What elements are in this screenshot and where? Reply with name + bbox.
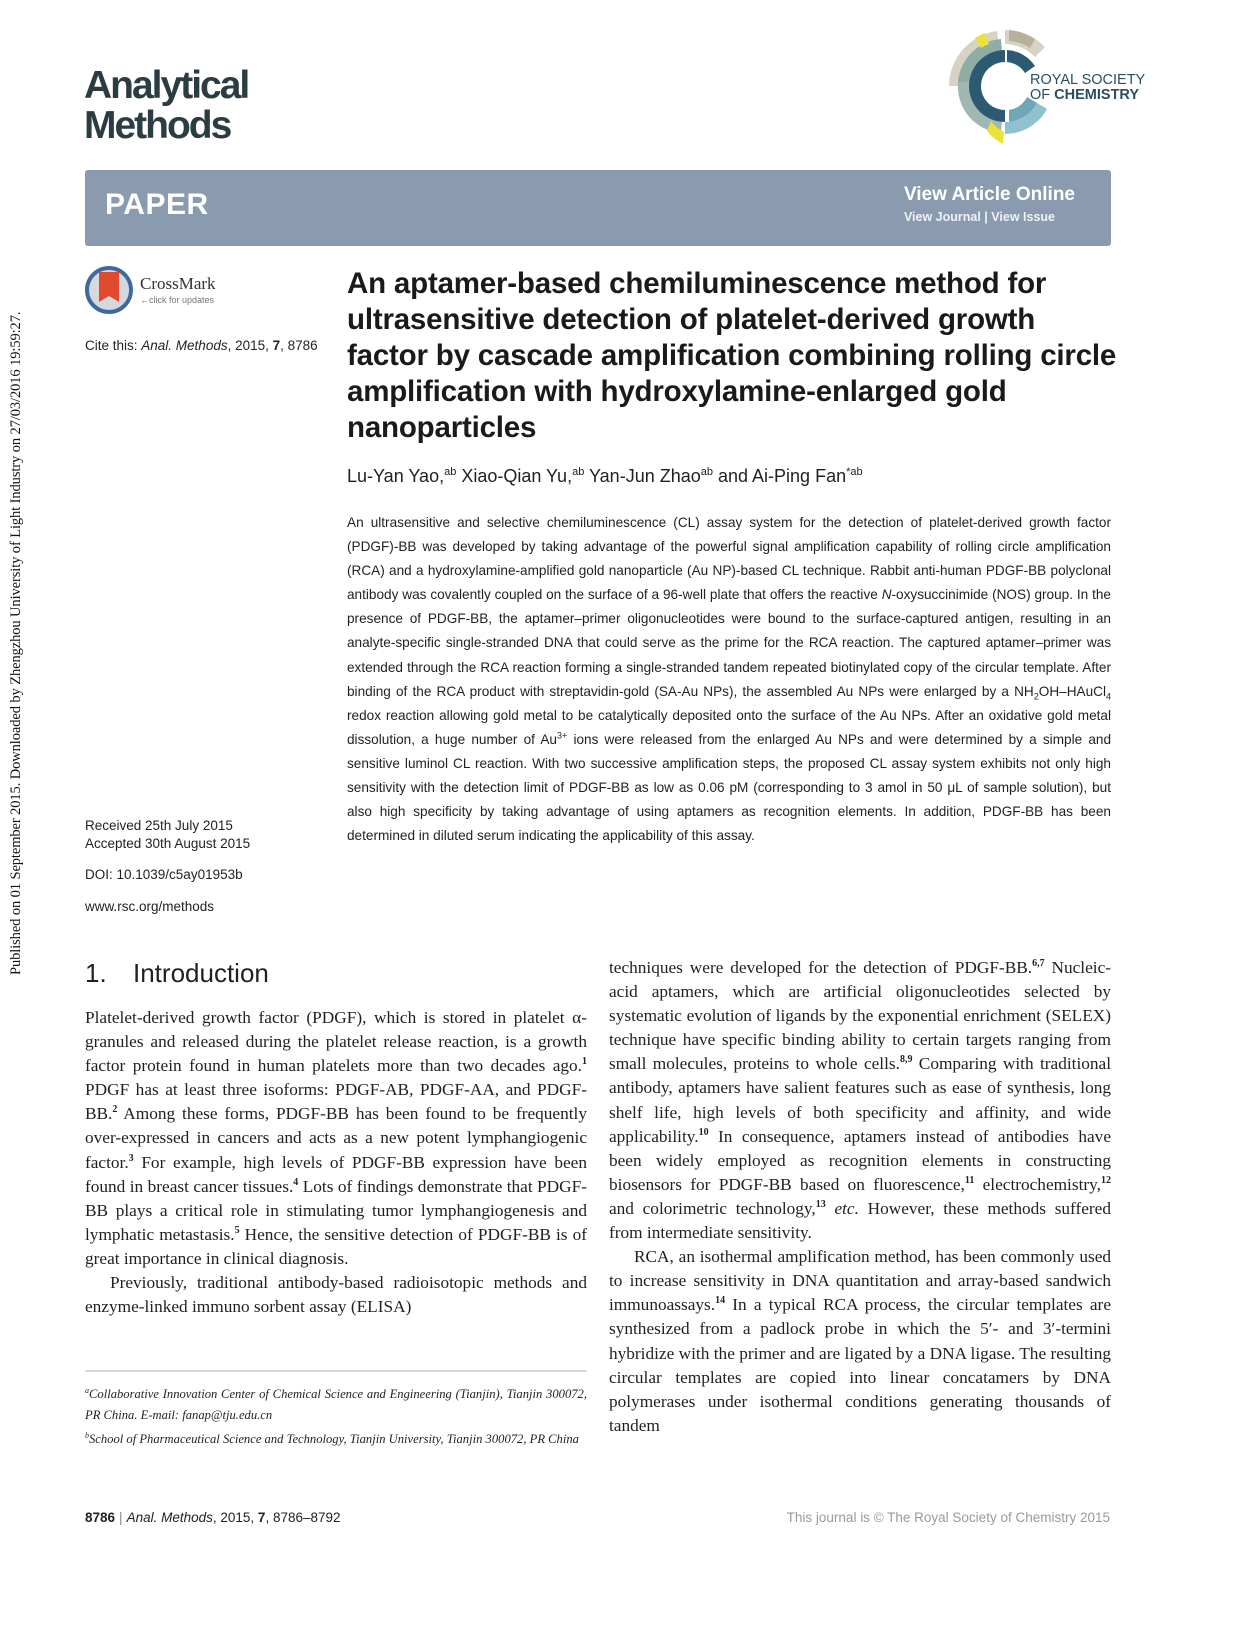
rsc-wordmark-line1: ROYAL SOCIETY — [1030, 72, 1146, 88]
body-column-right — [609, 956, 1111, 1438]
cite-journal: Anal. Methods — [141, 338, 228, 353]
citation-ref[interactable]: 14 — [715, 1295, 726, 1307]
body-text: Lots of findings demonstrate that PDGF-BB plays a critical role in stimulating tumor lymphangiogenesis and lymphatic metastasis. — [85, 1176, 587, 1244]
view-journal-link[interactable]: View Journal — [903, 210, 981, 224]
abstract-text: ions were released from the enlarged Au NPs and were determined by a simple and sensitive luminol CL reaction. With two successive amplification steps, the proposed CL assay system exhibits not only high sensitivity with the detection limit of PDGF-BB as low as 0.06 pM (corresponding to 3 amol in 50 μL of sample solution), but also high specificity by taking advantage of using aptamers as recognition elements. In addition, PDGF-BB has been determined in diluted serum indicating the applicability of this assay. — [347, 731, 1112, 844]
footer-volume: 7 — [257, 1510, 266, 1525]
crossmark-button[interactable] — [85, 266, 225, 321]
link-separator: | — [980, 210, 992, 224]
journal-title-line1: Analytical — [84, 64, 249, 107]
abstract — [347, 511, 1111, 848]
paragraph — [85, 1006, 587, 1271]
author-affiliation: ab — [444, 466, 457, 478]
footer-separator: | — [119, 1510, 123, 1525]
author-affiliation: *ab — [846, 466, 863, 478]
author-list — [347, 466, 863, 487]
cite-prefix: Cite this: — [85, 338, 142, 353]
citation-ref[interactable]: 1 — [582, 1056, 587, 1068]
abstract-subscript: 4 — [1105, 691, 1111, 702]
footer-year: , 2015, — [212, 1510, 258, 1525]
affiliation-text: School of Pharmaceutical Science and Technology, Tianjin University, Tianjin 300072, PR China — [89, 1432, 579, 1447]
body-text: Comparing with traditional antibody, aptamers have salient features such as ease of synthesis, long shelf life, high levels of both specificity and affinity, and wide applicability. — [609, 1054, 1112, 1146]
view-issue-link[interactable]: View Issue — [991, 210, 1055, 224]
body-text: Hence, the sensitive detection of PDGF-BB is of great importance in clinical diagnosis. — [85, 1224, 588, 1268]
cite-page: , 8786 — [280, 338, 318, 353]
cite-volume: 7 — [272, 338, 281, 353]
body-text: However, these methods suffered from intermediate sensitivity. — [609, 1198, 1111, 1243]
citation-ref[interactable]: 2 — [112, 1104, 118, 1116]
abstract-italic: N — [881, 587, 892, 603]
citation-ref[interactable]: 4 — [293, 1176, 299, 1188]
paragraph — [609, 956, 1111, 1245]
rsc-wordmark-prefix: OF — [1030, 87, 1055, 103]
abstract-text: redox reaction allowing gold metal to be catalytically deposited onto the surface of the Au NPs. After an oxidative gold metal dissolution, a huge number of Au — [347, 707, 1111, 747]
citation-ref[interactable]: 13 — [815, 1199, 826, 1211]
section-number: 1. — [85, 958, 107, 988]
footer-pages: , 8786–8792 — [265, 1510, 341, 1525]
page-number: 8786 — [85, 1510, 116, 1525]
affiliation-mark: a — [85, 1386, 89, 1395]
citation-ref[interactable]: 6,7 — [1032, 958, 1045, 970]
abstract-text: -oxysuccinimide (NOS) group. In the presence of PDGF-BB, the aptamer–primer oligonucleotides were bound to the surface-captured antigen, resulting in an analyte-specific single-stranded DNA that could serve as the prime for the RCA reaction. The captured aptamer–primer was extended through the RCA reaction forming a single-stranded tandem repeated biotinylated copy of the circular template. After binding of the RCA product with streptavidin-gold (SA-Au NPs), the assembled Au NPs were enlarged by a NH — [347, 587, 1111, 699]
paragraph — [609, 1245, 1111, 1438]
journal-title — [84, 66, 248, 146]
body-text: PDGF has at least three isoforms: PDGF-AB, PDGF-AA, and PDGF-BB. — [85, 1080, 587, 1124]
article-type-label: PAPER — [105, 188, 209, 221]
body-text: Among these forms, PDGF-BB has been found to be frequently over-expressed in cancers and acts as a new potent lymphangiogenic factor. — [85, 1104, 587, 1172]
citation-ref[interactable]: 8,9 — [899, 1054, 913, 1066]
body-text: techniques were developed for the detection of PDGF-BB. — [609, 958, 1033, 977]
body-text: and colorimetric technology, — [609, 1198, 816, 1218]
article-title: An aptamer-based chemiluminescence method for ultrasensitive detection of platelet-derived growth factor by cascade amplification combining rolling circle amplification with hydroxylamine-enlarged gold nanoparticles — [347, 267, 1117, 444]
accepted-date: Accepted 30th August 2015 — [85, 836, 251, 851]
abstract-subscript: 2 — [1033, 691, 1039, 702]
author-affiliation: ab — [700, 466, 713, 478]
crossmark-sublabel — [140, 295, 214, 305]
section-heading — [85, 958, 269, 989]
journal-issue-links — [904, 210, 1075, 224]
author-affiliation: ab — [572, 466, 585, 478]
body-column-left — [85, 1006, 587, 1319]
cite-year: , 2015, — [227, 338, 273, 353]
view-article-online-link[interactable]: View Article Online — [903, 184, 1075, 205]
body-text: In consequence, aptamers instead of antibodies have been widely employed as recognition elements in constructing biosensors for PDGF-BB based on fluorescence, — [609, 1126, 1111, 1194]
rsc-wordmark-bold: CHEMISTRY — [1054, 87, 1140, 103]
abstract-superscript: 3+ — [557, 730, 568, 741]
author-name[interactable]: Lu-Yan Yao, — [347, 466, 445, 486]
journal-website-link[interactable]: www.rsc.org/methods — [85, 899, 215, 914]
doi[interactable]: DOI: 10.1039/c5ay01953b — [85, 867, 243, 882]
citation-ref[interactable]: 10 — [698, 1126, 709, 1138]
article-type-banner — [85, 170, 1111, 246]
section-title: Introduction — [133, 958, 269, 988]
paragraph: Previously, traditional antibody-based radioisotopic methods and enzyme-linked immuno sorbent assay (ELISA) — [85, 1273, 587, 1317]
article-dates — [85, 817, 250, 853]
abstract-text: An ultrasensitive and selective chemiluminescence (CL) assay system for the detection of platelet-derived growth factor (PDGF)-BB was developed by taking advantage of the powerful signal amplification capability of rolling circle amplification (RCA) and a hydroxylamine-amplified gold nanoparticle (Au NP)-based CL technique. Rabbit anti-human PDGF-BB polyclonal antibody was covalently coupled on the surface of a 96-well plate that offers the reactive — [347, 515, 1111, 603]
article-links — [904, 184, 1075, 224]
download-watermark: Published on 01 September 2015. Downloaded by Zhengzhou University of Light Industry on 27/03/2016 19:59:27. — [8, 311, 24, 975]
page-footer-left — [85, 1510, 341, 1525]
author-name[interactable]: Yan-Jun Zhao — [584, 466, 701, 486]
affiliation-b — [85, 1426, 587, 1450]
received-date: Received 25th July 2015 — [85, 818, 233, 833]
author-name[interactable]: and Ai-Ping Fan — [713, 466, 847, 486]
body-text: Nucleic-acid aptamers, which are artificial oligonucleotides selected by systematic evolution of ligands by the exponential enrichment (SELEX) technique have specific binding ability to certain targets ranging from small molecules, proteins to whole cells. — [609, 958, 1111, 1074]
footer-journal: Anal. Methods — [126, 1510, 213, 1525]
citation — [85, 338, 318, 353]
crossmark-label: CrossMark — [140, 274, 216, 293]
journal-title-line2: Methods — [84, 104, 231, 147]
body-text: In a typical RCA process, the circular templates are synthesized from a padlock probe in which the 5′- and 3′-termini hybridize with the primer and are ligated by a DNA ligase. The resulting circular templates are copied into linear concatamers by DNA polymerases under isothermal conditions generating thousands of tandem — [609, 1295, 1111, 1435]
body-text: electrochemistry, — [974, 1174, 1101, 1194]
arrow-left-icon: ← — [140, 295, 149, 305]
affiliation-text: Collaborative Innovation Center of Chemical Science and Engineering (Tianjin), Tianjin 300072, PR China. E-mail: fanap@tju.edu.cn — [85, 1387, 587, 1422]
citation-ref[interactable]: 12 — [1100, 1175, 1111, 1187]
crossmark-sublabel-text: click for updates — [149, 295, 215, 305]
affiliations — [85, 1381, 587, 1451]
body-text: For example, high levels of PDGF-BB expression have been found in breast cancer tissues. — [85, 1152, 587, 1196]
copyright-notice: This journal is © The Royal Society of Chemistry 2015 — [786, 1510, 1110, 1525]
citation-ref[interactable]: 3 — [128, 1152, 134, 1164]
affiliation-mark: b — [85, 1431, 89, 1441]
body-text: Platelet-derived growth factor (PDGF), which is stored in platelet α-granules and released during the platelet release reaction, is a growth factor protein found in human platelets more than two decades ago. — [85, 1008, 587, 1076]
body-text: RCA, an isothermal amplification method, has been commonly used to increase sensitivity in DNA quantitation and array-based sandwich immunoassays. — [609, 1247, 1111, 1315]
abstract-text: OH–HAuCl — [1038, 683, 1106, 699]
rsc-wordmark-line2 — [1030, 88, 1145, 103]
affiliation-a — [85, 1381, 587, 1425]
citation-ref[interactable]: 5 — [234, 1225, 240, 1237]
italic-text: etc. — [834, 1198, 859, 1218]
footnote-divider — [85, 1370, 587, 1372]
rsc-wordmark — [1030, 73, 1145, 103]
citation-ref[interactable]: 11 — [964, 1175, 975, 1187]
author-name[interactable]: Xiao-Qian Yu, — [456, 466, 573, 486]
